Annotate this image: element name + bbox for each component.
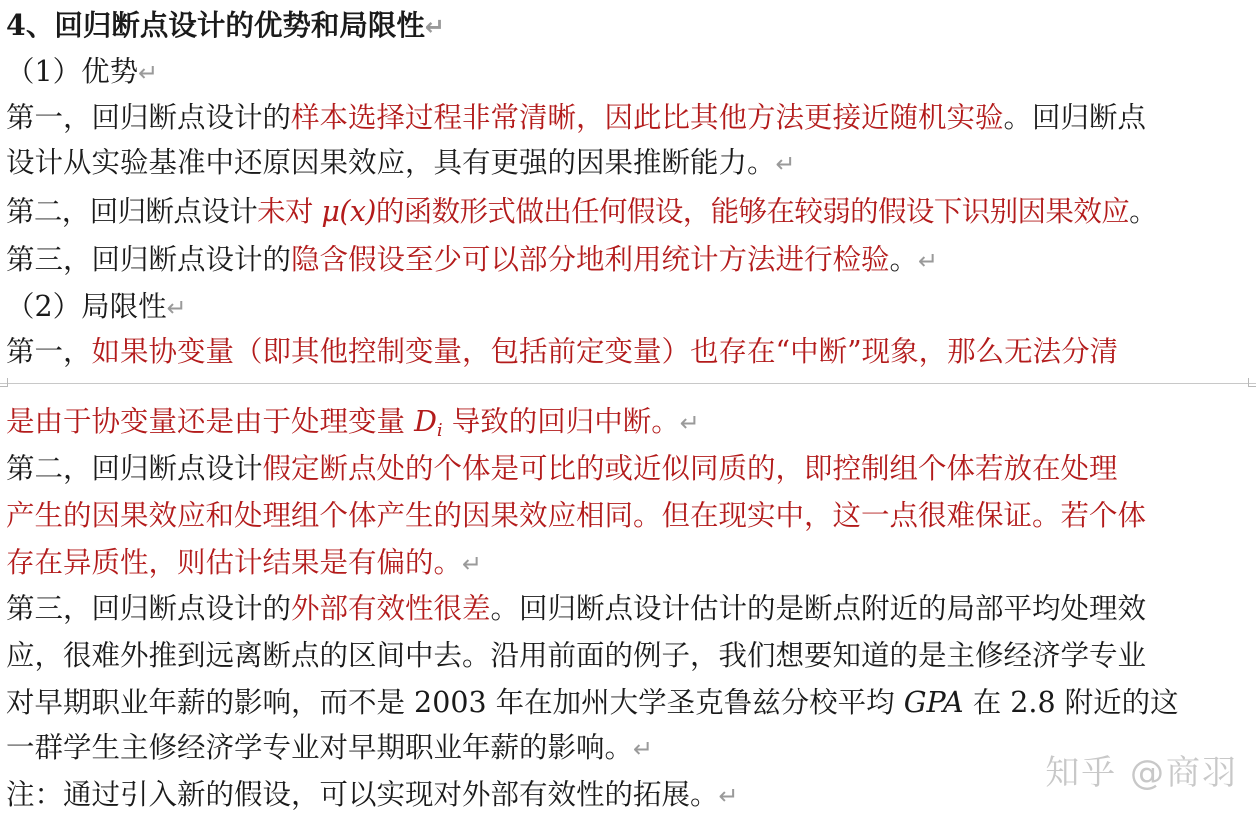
- limitation-1-line-2: 是由于协变量还是由于处理变量 $D_i$ 导致的回归中断。↵: [6, 405, 700, 441]
- paragraph-mark-icon: ↵: [633, 735, 654, 763]
- advantages-title: （1）优势↵: [6, 55, 159, 88]
- paragraph-mark-icon: ↵: [679, 409, 700, 437]
- page-corner-mark: [0, 378, 8, 387]
- advantage-3-line: 第三，回归断点设计的隐含假设至少可以部分地利用统计方法进行检验。↵: [6, 243, 939, 276]
- emphasis-text: 如果协变量（即其他控制变量，包括前定变量）也存在“中断”现象，那么无法分清: [91, 335, 1119, 368]
- gpa-symbol: GPA: [903, 686, 964, 719]
- page-break-line: [0, 383, 1256, 384]
- limitation-2-line-3: 存在异质性，则估计结果是有偏的。↵: [6, 546, 483, 579]
- limitation-3-line-3: 对早期职业年薪的影响，而不是 2003 年在加州大学圣克鲁兹分校平均 GPA 在 2.8 附近的这: [6, 686, 1179, 719]
- paragraph-mark-icon: ↵: [462, 550, 483, 578]
- section-heading: 4、回归断点设计的优势和局限性↵: [6, 8, 445, 42]
- paragraph-mark-icon: ↵: [424, 13, 445, 41]
- limitation-3-line-2: 应，很难外推到远离断点的区间中去。沿用前面的例子，我们想要知道的是主修经济学专业: [6, 639, 1147, 672]
- zhihu-watermark: 知乎 @商羽: [1045, 753, 1238, 793]
- advantage-1-line-2: 设计从实验基准中还原因果效应，具有更强的因果推断能力。↵: [6, 146, 796, 179]
- limitation-3-line-1: 第三，回归断点设计的外部有效性很差。回归断点设计估计的是断点附近的局部平均处理效: [6, 592, 1147, 625]
- limitation-3-line-4: 一群学生主修经济学专业对早期职业年薪的影响。↵: [6, 731, 654, 764]
- limitation-2-line-1: 第二，回归断点设计假定断点处的个体是可比的或近似同质的，即控制组个体若放在处理: [6, 452, 1118, 485]
- emphasis-text: 假定断点处的个体是可比的或近似同质的，即控制组个体若放在处理: [262, 452, 1118, 485]
- limitation-1-line-1: 第一，如果协变量（即其他控制变量，包括前定变量）也存在“中断”现象，那么无法分清: [6, 335, 1119, 368]
- paragraph-mark-icon: ↵: [138, 59, 159, 87]
- emphasis-text: 的函数形式做出任何假设，能够在较弱的假设下识别因果效应: [375, 195, 1130, 228]
- emphasis-text: 外部有效性很差: [291, 592, 491, 625]
- advantage-2-line: 第二，回归断点设计未对 μ(x)的函数形式做出任何假设，能够在较弱的假设下识别因果效应。: [6, 195, 1158, 228]
- emphasis-text: 隐含假设至少可以部分地利用统计方法进行检验: [291, 243, 890, 276]
- note-line: 注：通过引入新的假设，可以实现对外部有效性的拓展。↵: [6, 778, 739, 811]
- advantage-1-line-1: 第一，回归断点设计的样本选择过程非常清晰，因此比其他方法更接近随机实验。回归断点: [6, 101, 1147, 134]
- limitation-2-line-2: 产生的因果效应和处理组个体产生的因果效应相同。但在现实中，这一点很难保证。若个体: [6, 499, 1147, 532]
- limitations-title: （2）局限性↵: [6, 290, 187, 323]
- page-corner-mark: [1248, 378, 1256, 387]
- paragraph-mark-icon: ↵: [166, 294, 187, 322]
- paragraph-mark-icon: ↵: [918, 247, 939, 275]
- paragraph-mark-icon: ↵: [775, 150, 796, 178]
- mu-symbol: μ: [321, 195, 340, 228]
- variable-d: D: [414, 405, 437, 438]
- paragraph-mark-icon: ↵: [718, 782, 739, 810]
- emphasis-text: 样本选择过程非常清晰，因此比其他方法更接近随机实验: [291, 101, 1004, 134]
